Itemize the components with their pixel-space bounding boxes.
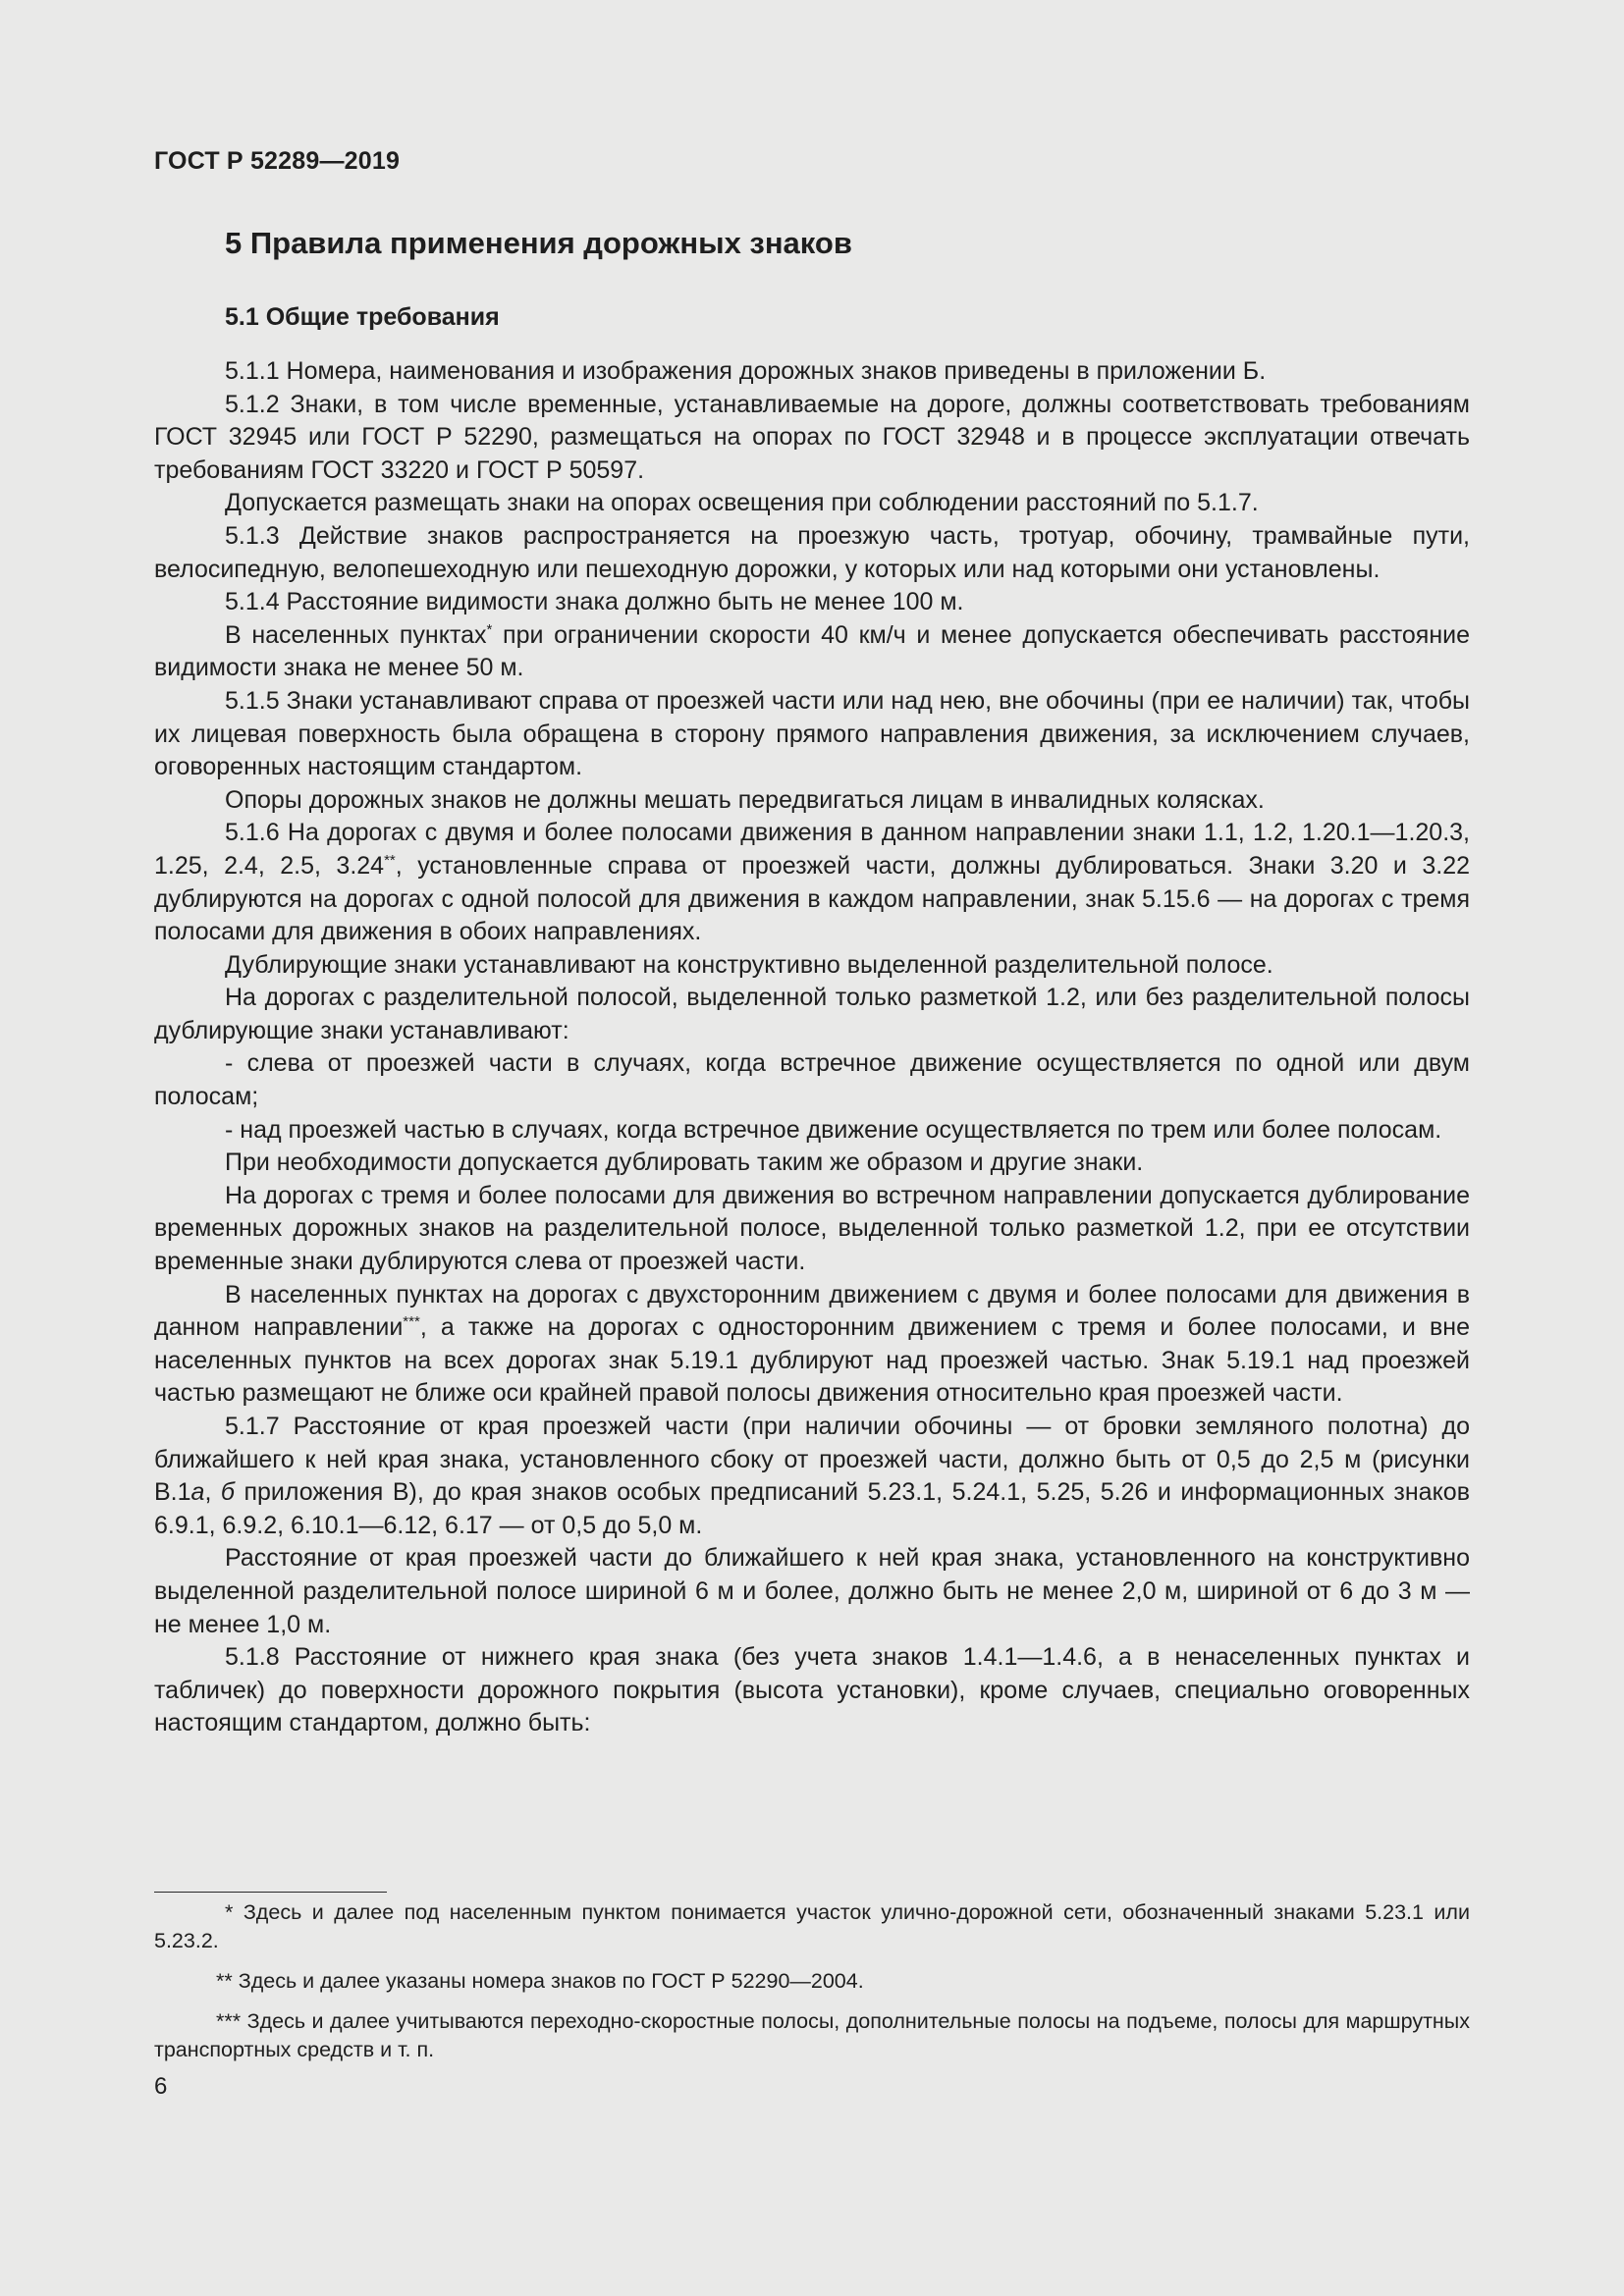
list-item: - слева от проезжей части в случаях, когда встречное движение осуществляется по одной или двум полосам; xyxy=(154,1049,1470,1111)
text-run: , а также на дорогах с односторонним движением с тремя и более полосами, и вне населенных пунктов на всех дорогах знак 5.19.1 дублируют над проезжей частью. Знак 5.19.1 над проезжей частью размещают не ближе оси крайней правой полосы движения относительно края проезжей части. xyxy=(154,1313,1470,1408)
italic-run: а xyxy=(190,1478,205,1507)
paragraph: 5.1.1 Номера, наименования и изображения дорожных знаков приведены в приложении Б. xyxy=(225,357,1267,385)
text-run: , установленные справа от проезжей части, должны дублироваться. Знаки 3.20 и 3.22 дублируются на дорогах с одной полосой для движения в каждом направлении, знак 5.15.6 — на дорогах с тремя полосами для движения в обоих направлениях. xyxy=(154,851,1471,946)
paragraph: Дублирующие знаки устанавливают на конструктивно выделенной разделительной полосе. xyxy=(225,950,1273,979)
paragraph: Расстояние от края проезжей части до ближайшего к ней края знака, установленного на конструктивно выделенной разделительной полосе шириной 6 м и более, должно быть не менее 2,0 м, шириной от 6 до 3 м — не менее 1,0 м. xyxy=(154,1544,1470,1638)
paragraph: При необходимости допускается дублировать таким же образом и другие знаки. xyxy=(225,1148,1144,1177)
footnote-marker: * xyxy=(486,620,493,638)
paragraph: 5.1.5 Знаки устанавливают справа от проезжей части или над нею, вне обочины (при ее наличии) так, чтобы их лицевая поверхность была обращена в сторону прямого направления движения, за исключением случаев, оговоренных настоящим стандартом. xyxy=(154,686,1470,781)
footnote-divider xyxy=(154,1892,387,1893)
paragraph xyxy=(154,1279,1470,1411)
text-run: 5.1.6 На дорогах с двумя и более полосами движения в данном направлении знаки 1.1, 1.2, 1.20.1—1.20.3, 1.25, 2.4, 2.5, 3.24 xyxy=(154,819,1470,880)
footnote: ** Здесь и далее указаны номера знаков по ГОСТ Р 52290—2004. xyxy=(216,1969,864,1993)
body-text xyxy=(154,355,1470,1740)
paragraph: 5.1.4 Расстояние видимости знака должно быть не менее 100 м. xyxy=(225,588,964,616)
text-run: приложения В), до края знаков особых предписаний 5.23.1, 5.24.1, 5.25, 5.26 и информационных знаков 6.9.1, 6.9.2, 6.10.1—6.12, 6.17 — от 0,5 до 5,0 м. xyxy=(154,1478,1470,1539)
italic-run: б xyxy=(220,1478,235,1507)
text-run: при ограничении скорости 40 км/ч и менее допускается обеспечивать расстояние видимости знака не менее 50 м. xyxy=(154,620,1471,682)
page-number: 6 xyxy=(154,2073,168,2100)
list-item: - над проезжей частью в случаях, когда встречное движение осуществляется по трем или более полосам. xyxy=(225,1115,1442,1144)
footnote: *** Здесь и далее учитываются переходно-скоростные полосы, дополнительные полосы на подъеме, полосы для маршрутных транспортных средств и т. п. xyxy=(154,2009,1470,2061)
paragraph: На дорогах с разделительной полосой, выделенной только разметкой 1.2, или без разделительной полосы дублирующие знаки устанавливают: xyxy=(154,984,1470,1044)
paragraph xyxy=(154,817,1470,948)
paragraph: 5.1.3 Действие знаков распространяется на проезжую часть, тротуар, обочину, трамвайные пути, велосипедную, велопешеходную или пешеходную дорожки, у которых или над которыми они установлены. xyxy=(154,521,1470,583)
text-run: В населенных пунктах на дорогах с двухсторонним движением с двумя и более полосами для движения в данном направлении xyxy=(154,1280,1470,1342)
paragraph: 5.1.8 Расстояние от нижнего края знака (без учета знаков 1.4.1—1.4.6, а в ненаселенных пунктах и табличек) до поверхности дорожного покрытия (высота установки), кроме случаев, специально оговоренных настоящим стандартом, должно быть: xyxy=(154,1643,1470,1737)
footnote: * Здесь и далее под населенным пунктом понимается участок улично-дорожной сети, обозначенный знаками 5.23.1 или 5.23.2. xyxy=(154,1900,1470,1952)
section-title: 5 Правила применения дорожных знаков xyxy=(225,226,852,260)
document-header: ГОСТ Р 52289—2019 xyxy=(154,147,401,175)
paragraph xyxy=(154,1411,1470,1542)
paragraph: 5.1.2 Знаки, в том числе временные, устанавливаемые на дороге, должны соответствовать требованиям ГОСТ 32945 или ГОСТ Р 52290, размещаться на опорах по ГОСТ 32948 и в процессе эксплуатации отвечать требованиям ГОСТ 33220 и ГОСТ Р 50597. xyxy=(154,390,1470,484)
footnote-marker: *** xyxy=(403,1313,420,1331)
footnotes xyxy=(154,1898,1470,2076)
text-run: В населенных пунктах xyxy=(225,620,487,649)
subsection-title: 5.1 Общие требования xyxy=(225,303,500,331)
paragraph: На дорогах с тремя и более полосами для движения во встречном направлении допускается дублирование временных дорожных знаков на разделительной полосе, выделенной только разметкой 1.2, при ее отсутствии временные знаки дублируются слева от проезжей части. xyxy=(154,1181,1470,1276)
paragraph: Опоры дорожных знаков не должны мешать передвигаться лицам в инвалидных колясках. xyxy=(225,785,1265,814)
text-run: 5.1.7 Расстояние от края проезжей части (при наличии обочины — от бровки земляного полотна) до ближайшего к ней края знака, установленного сбоку от проезжей части, должно быть от 0,5 до 2,5 м (рисунки В.1 xyxy=(154,1413,1470,1507)
paragraph: Допускается размещать знаки на опорах освещения при соблюдении расстояний по 5.1.7. xyxy=(225,489,1259,517)
text-run: , xyxy=(204,1478,221,1507)
footnote-marker: ** xyxy=(384,851,396,869)
paragraph xyxy=(154,619,1470,685)
